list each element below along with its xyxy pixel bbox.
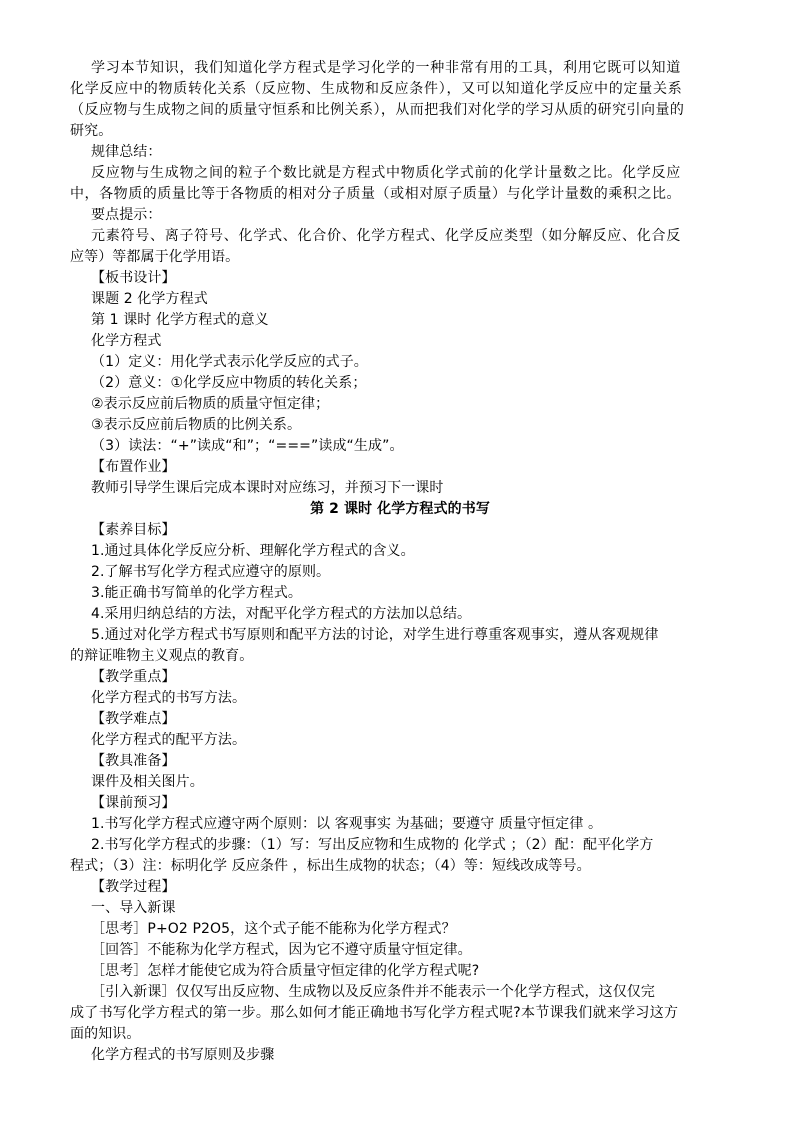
board-line: ②表示反应前后物质的质量守恒定律； <box>91 396 330 412</box>
paragraph-line: 面的知识。 <box>70 1026 141 1042</box>
subsection-heading: 一、导入新课 <box>91 900 176 916</box>
dialogue-line: ［回答］不能称为化学方程式，因为它不遵守质量守恒定律。 <box>91 942 472 958</box>
list-item: 2.了解书写化学方程式应遵守的原则。 <box>91 564 331 580</box>
list-item-continuation: 的辩证唯物主义观点的教育。 <box>70 648 254 664</box>
lesson-title: 第 2 课时 化学方程式的书写 <box>310 501 490 517</box>
section-heading: 【教学重点】 <box>91 669 176 685</box>
board-line: （3）读法：“+”读成“和”；“===”读成“生成”。 <box>91 438 404 454</box>
subsection-heading: 化学方程式的书写原则及步骤 <box>91 1047 275 1063</box>
board-line: 化学方程式 <box>91 333 162 349</box>
list-item-continuation: 程式；（3）注：标明化学 反应条件 ，标出生成物的状态；（4）等：短线改成等号。 <box>70 858 591 874</box>
section-heading: 【布置作业】 <box>91 459 176 475</box>
section-label: 要点提示： <box>91 207 162 223</box>
list-item: 3.能正确书写简单的化学方程式。 <box>91 585 302 601</box>
section-heading: 【教学过程】 <box>91 879 176 895</box>
board-line: ③表示反应前后物质的比例关系。 <box>91 417 302 433</box>
list-item: 1.通过具体化学反应分析、理解化学方程式的含义。 <box>91 543 415 559</box>
paragraph-line: 化学方程式的配平方法。 <box>91 732 247 748</box>
section-heading: 【板书设计】 <box>91 270 176 286</box>
section-heading: 【教学难点】 <box>91 711 176 727</box>
dialogue-line: ［引入新课］仅仅写出反应物、生成物以及反应条件并不能表示一个化学方程式，这仅仅完 <box>91 984 655 1000</box>
paragraph-line: （反应物与生成物之间的质量守恒系和比例关系），从而把我们对化学的学习从质的研究引向量的 <box>70 102 685 118</box>
board-line: （1）定义：用化学式表示化学反应的式子。 <box>91 354 368 370</box>
board-subtitle: 第 1 课时 化学方程式的意义 <box>91 312 269 328</box>
board-line: （2）意义：①化学反应中物质的转化关系； <box>91 375 367 391</box>
list-item: 1.书写化学方程式应遵守两个原则：以 客观事实 为基础；要遵守 质量守恒定律 。 <box>91 816 603 832</box>
paragraph-line: 应等）等都属于化学用语。 <box>70 249 240 265</box>
board-title: 课题 2 化学方程式 <box>91 291 208 307</box>
paragraph-line: 课件及相关图片。 <box>91 774 204 790</box>
list-item: 2.书写化学方程式的步骤：（1）写：写出反应物和生成物的 化学式 ；（2）配：配平化学方 <box>91 837 654 853</box>
dialogue-line: ［思考］怎样才能使它成为符合质量守恒定律的化学方程式呢? <box>91 963 480 979</box>
list-item: 4.采用归纳总结的方法，对配平化学方程式的方法加以总结。 <box>91 606 472 622</box>
paragraph-line: 学习本节知识，我们知道化学方程式是学习化学的一种非常有用的工具，利用它既可以知道 <box>91 60 681 76</box>
paragraph-line: 化学反应中的物质转化关系（反应物、生成物和反应条件），又可以知道化学反应中的定量关系 <box>70 81 683 97</box>
paragraph-line: 成了书写化学方程式的第一步。那么如何才能正确地书写化学方程式呢?本节课我们就来学习这方 <box>70 1005 679 1021</box>
section-label: 规律总结： <box>91 144 162 160</box>
dialogue-line: ［思考］P+O2 P2O5，这个式子能不能称为化学方程式？ <box>91 921 456 937</box>
paragraph-line: 反应物与生成物之间的粒子个数比就是方程式中物质化学式前的化学计量数之比。化学反应 <box>91 165 681 181</box>
section-heading: 【课前预习】 <box>91 795 176 811</box>
paragraph-line: 中，各物质的质量比等于各物质的相对分子质量（或相对原子质量）与化学计量数的乘积之比。 <box>70 186 682 202</box>
paragraph-line: 化学方程式的书写方法。 <box>91 690 247 706</box>
section-heading: 【素养目标】 <box>91 522 176 538</box>
paragraph-line: 研究。 <box>70 123 113 139</box>
list-item: 5.通过对化学方程式书写原则和配平方法的讨论，对学生进行尊重客观事实，遵从客观规律 <box>91 627 659 643</box>
paragraph-line: 教师引导学生课后完成本课时对应练习，并预习下一课时 <box>91 480 444 496</box>
section-heading: 【教具准备】 <box>91 753 176 769</box>
paragraph-line: 元素符号、离子符号、化学式、化合价、化学方程式、化学反应类型（如分解反应、化合反 <box>91 228 681 244</box>
